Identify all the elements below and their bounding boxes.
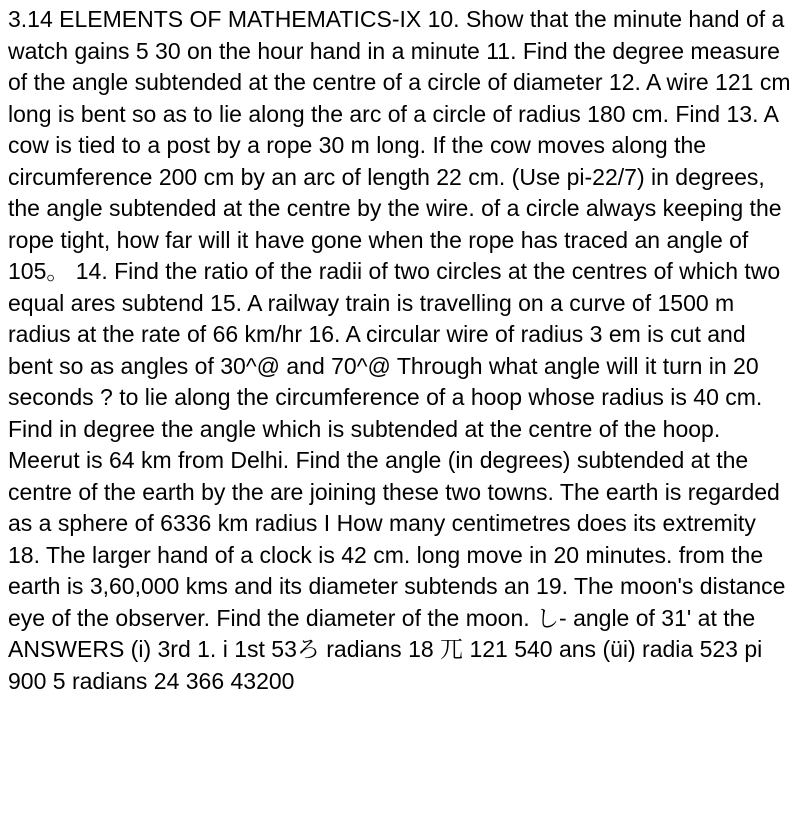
- document-body-text: 3.14 ELEMENTS OF MATHEMATICS-IX 10. Show that the minute hand of a watch gains 5 30 on the hour hand in a minute 11. Find the degree measure of the angle subtended at the centre of a circle of diameter 12. A wire 121 cm long is bent so as to lie along the arc of a circle of radius 180 cm. Find 13. A cow is tied to a post by a rope 30 m long. If the cow moves along the circumference 200 cm by an arc of length 22 cm. (Use pi-22/7) in degrees, the angle subtended at the centre by the wire. of a circle always keeping the rope tight, how far will it have gone when the rope has traced an angle of 105。 14. Find the ratio of the radii of two circles at the centres of which two equal ares subtend 15. A railway train is travelling on a curve of 1500 m radius at the rate of 66 km/hr 16. A circular wire of radius 3 em is cut and bent so as angles of 30^@ and 70^@ Through what angle will it turn in 20 seconds ? to lie along the circumference of a hoop whose radius is 40 cm. Find in degree the angle which is subtended at the centre of the hoop. Meerut is 64 km from Delhi. Find the angle (in degrees) subtended at the centre of the earth by the are joining these two towns. The earth is regarded as a sphere of 6336 km radius I How many centimetres does its extremity 18. The larger hand of a clock is 42 cm. long move in 20 minutes. from the earth is 3,60,000 kms and its diameter subtends an 19. The moon's distance eye of the observer. Find the diameter of the moon. し- angle of 31' at the ANSWERS (i) 3rd 1. i 1st 53ろ radians 18 兀 121 540 ans (üi) radia 523 pi 900 5 radians 24 366 43200: [8, 6, 791, 694]
